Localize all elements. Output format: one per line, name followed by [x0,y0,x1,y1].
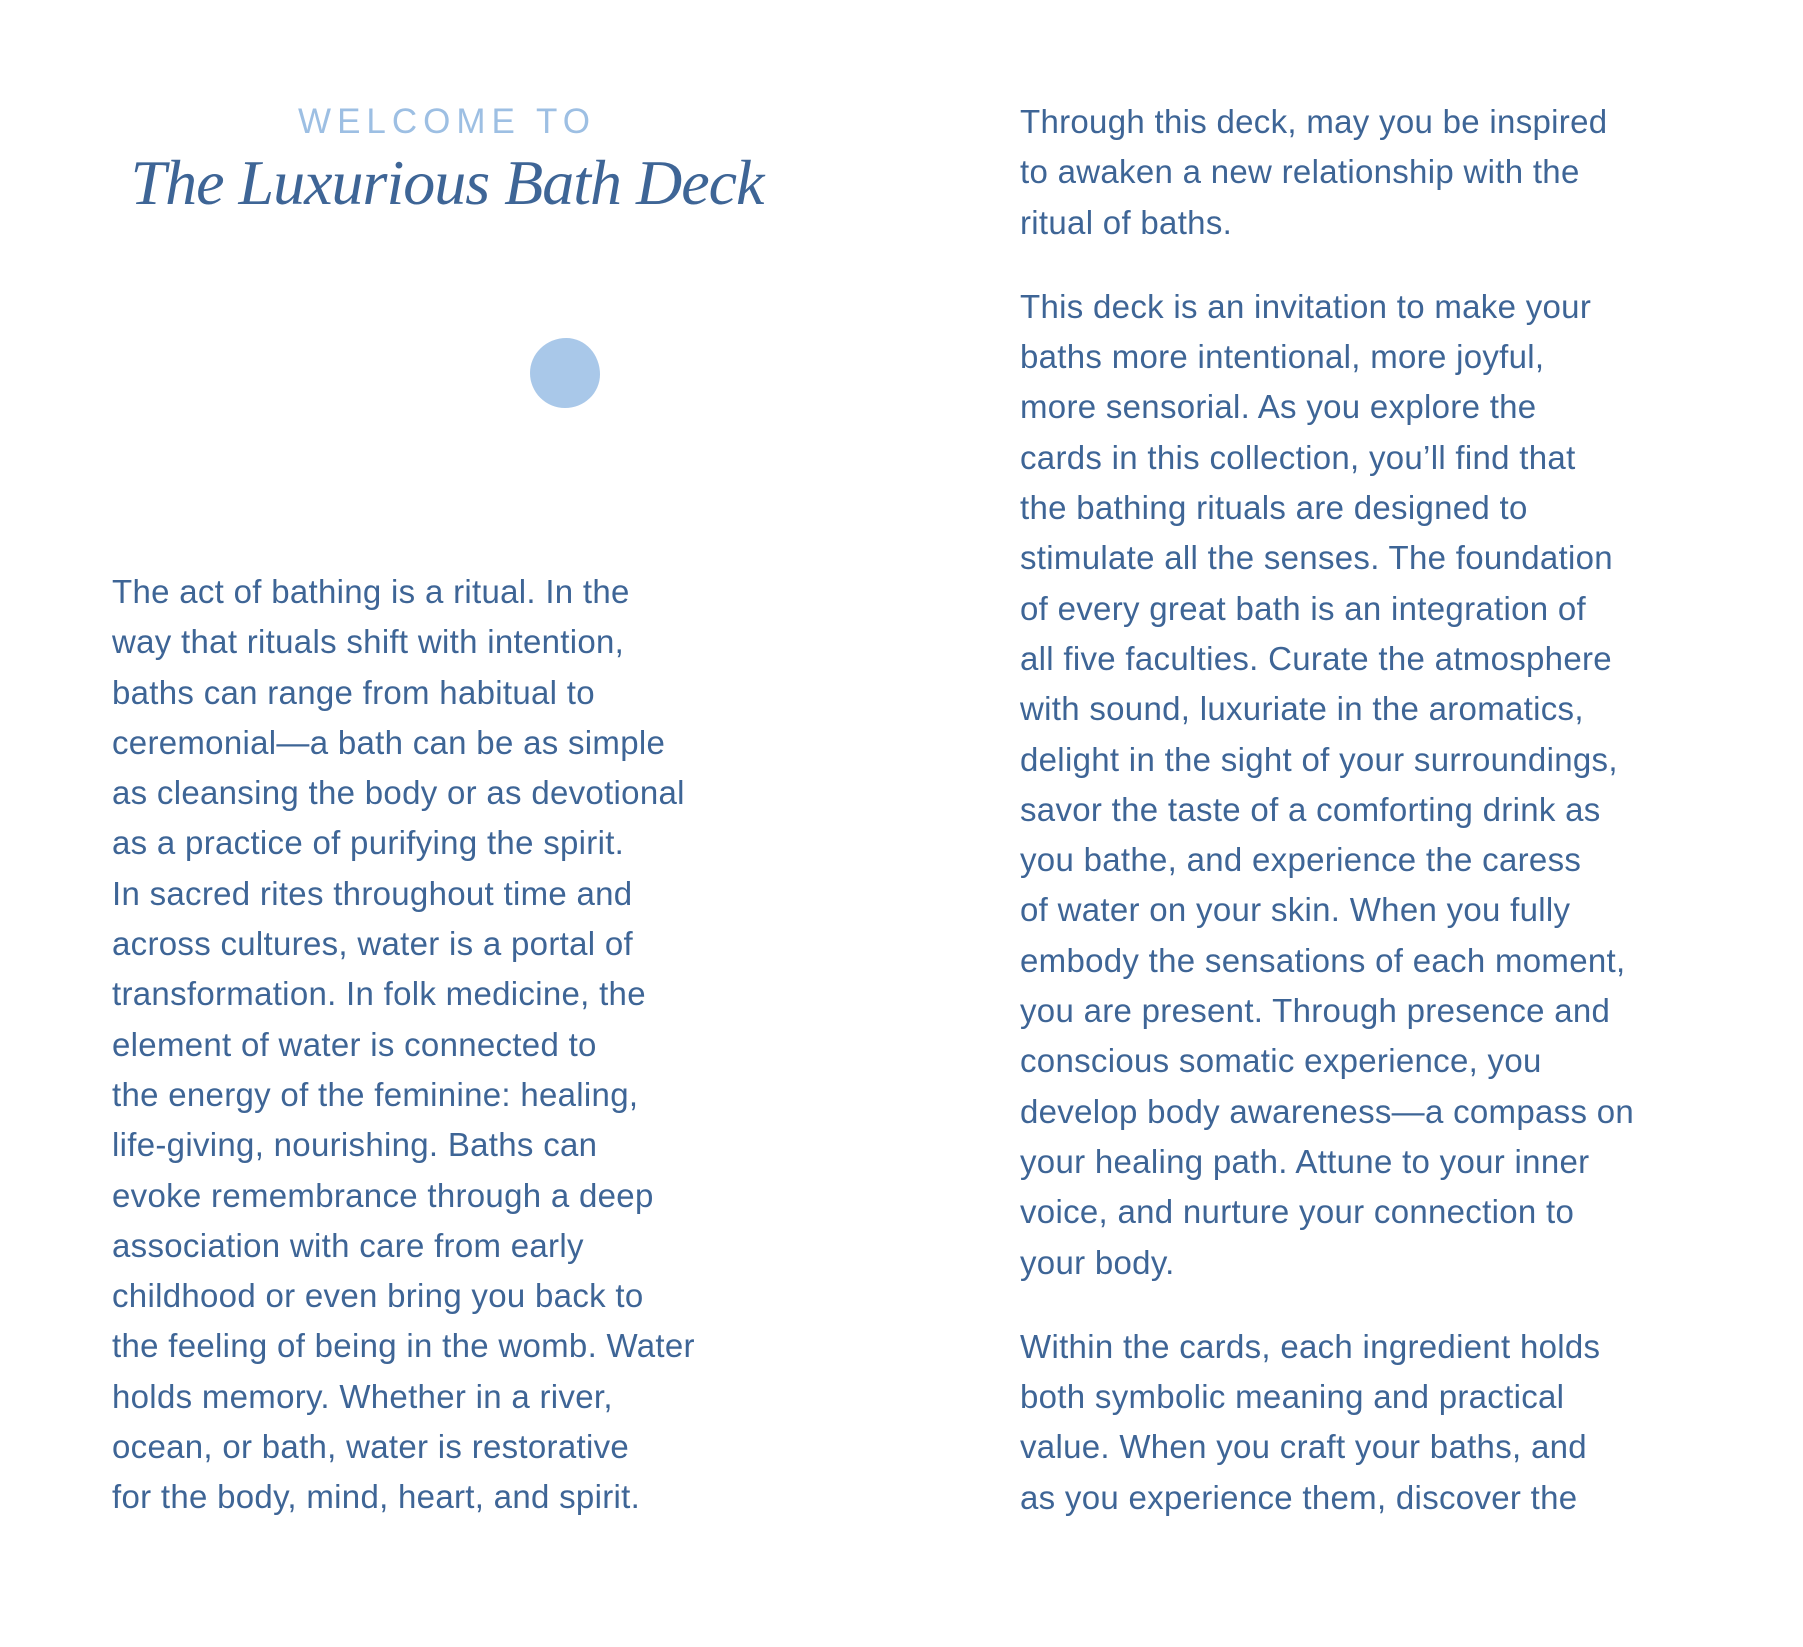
text-line: delight in the sight of your surroundings, [1020,740,1618,778]
text-line: way that rituals shift with intention, [112,623,625,661]
paragraph-inspiration [1020,97,1720,248]
paragraph-invitation [1020,282,1720,1288]
text-line: Through this deck, may you be inspired [1020,103,1608,140]
deck-title: The Luxurious Bath Deck [130,147,764,218]
text-line: the bathing rituals are designed to [1020,489,1528,527]
text-line: Within the cards, each ingredient holds [1020,1327,1601,1365]
watercolor-dot-icon [530,338,600,408]
text-line: association with care from early [112,1226,584,1264]
text-line: element of water is connected to [112,1025,597,1063]
text-line: as a practice of purifying the spirit. [112,824,625,862]
text-line: life-giving, nourishing. Baths can [112,1126,598,1164]
text-line: voice, and nurture your connection to [1020,1193,1575,1231]
welcome-eyebrow: WELCOME TO [298,102,596,141]
text-line: of water on your skin. When you fully [1020,891,1571,929]
text-line: to awaken a new relationship with the [1020,153,1580,191]
text-line: baths more intentional, more joyful, [1020,338,1545,376]
text-line: for the body, mind, heart, and spirit. [112,1478,641,1516]
text-line: conscious somatic experience, you [1020,1042,1542,1080]
text-line: your healing path. Attune to your inner [1020,1142,1590,1180]
text-line: as cleansing the body or as devotional [112,774,685,812]
text-line: the feeling of being in the womb. Water [112,1327,695,1365]
paragraph-ingredients [1020,1322,1720,1523]
right-page [1020,97,1720,1523]
text-line: holds memory. Whether in a river, [112,1377,613,1415]
text-line: ceremonial—a bath can be as simple [112,723,666,761]
text-line: ocean, or bath, water is restorative [112,1428,630,1466]
text-line: transformation. In folk medicine, the [112,975,646,1013]
text-line: develop body awareness—a compass on [1020,1092,1635,1130]
text-line: both symbolic meaning and practical [1020,1378,1565,1416]
text-line: embody the sensations of each moment, [1020,941,1626,979]
intro-paragraph [112,567,812,1523]
text-line: stimulate all the senses. The foundation [1020,539,1613,577]
text-line: more sensorial. As you explore the [1020,388,1537,426]
text-line: you bathe, and experience the caress [1020,841,1582,879]
text-line: cards in this collection, you’ll find that [1020,438,1576,476]
text-line: value. When you craft your baths, and [1020,1428,1587,1466]
text-line: as you experience them, discover the [1020,1478,1578,1516]
text-line: In sacred rites throughout time and [112,874,633,912]
text-line: evoke remembrance through a deep [112,1176,654,1214]
text-line: all five faculties. Curate the atmosphere [1020,639,1612,677]
text-line: of every great bath is an integration of [1020,589,1587,627]
text-line: This deck is an invitation to make your [1020,287,1592,325]
text-line: childhood or even bring you back to [112,1277,644,1315]
text-line: The act of bathing is a ritual. In the [112,573,630,610]
text-line: ritual of baths. [1020,203,1233,241]
text-line: the energy of the feminine: healing, [112,1075,639,1113]
text-line: with sound, luxuriate in the aromatics, [1020,690,1584,728]
text-line: baths can range from habitual to [112,673,595,711]
text-line: savor the taste of a comforting drink as [1020,790,1601,828]
text-line: your body. [1020,1243,1175,1281]
text-line: across cultures, water is a portal of [112,925,633,963]
text-line: you are present. Through presence and [1020,992,1611,1030]
